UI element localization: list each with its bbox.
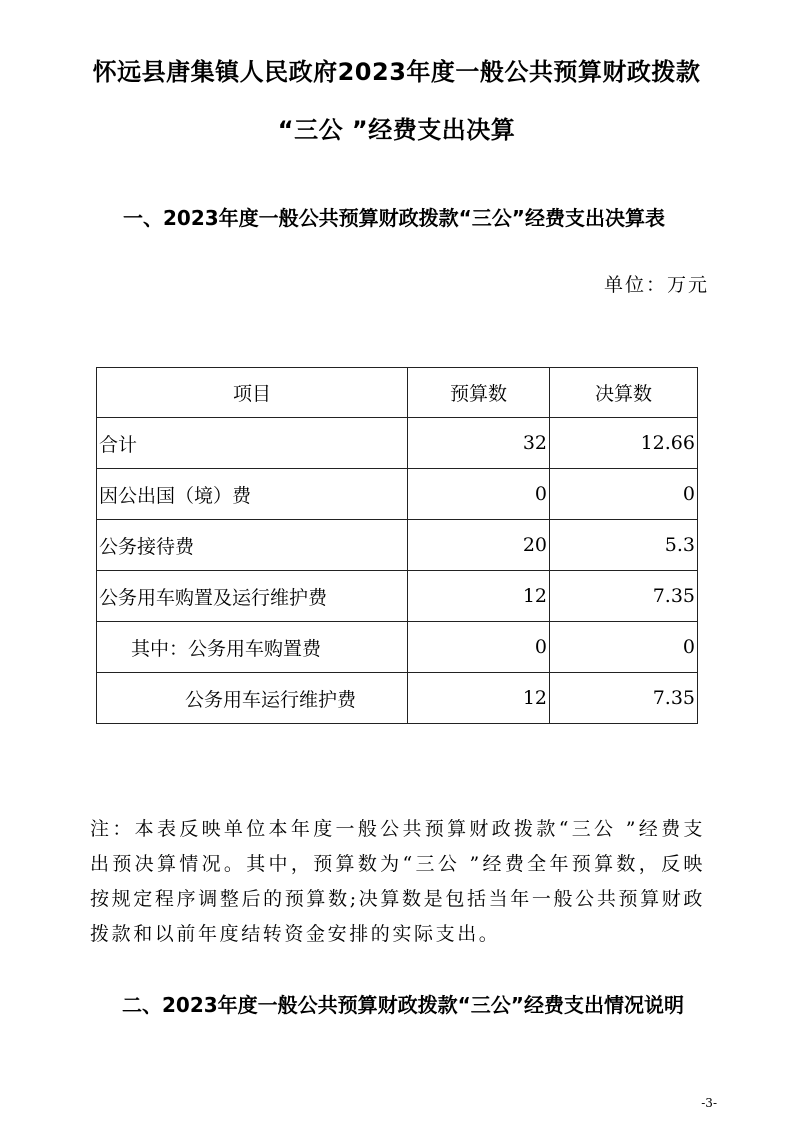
header-budget: 预算数 <box>408 368 550 418</box>
document-title-line-2: “三公 ”经费支出决算 <box>277 116 516 144</box>
document-title-line-1: 怀远县唐集镇人民政府2023年度一般公共预算财政拨款 <box>92 58 701 86</box>
header-item: 项目 <box>97 368 408 418</box>
row-final: 5.3 <box>550 520 698 571</box>
table-row <box>97 673 698 724</box>
table-header-row <box>97 368 698 418</box>
table-row <box>97 622 698 673</box>
three-public-expenses-table <box>96 367 698 724</box>
row-budget: 0 <box>408 622 550 673</box>
section-1-heading: 一、2023年度一般公共预算财政拨款“三公”经费支出决算表 <box>123 206 665 230</box>
table-row <box>97 571 698 622</box>
row-budget: 20 <box>408 520 550 571</box>
row-item: 公务用车运行维护费 <box>97 673 408 724</box>
row-final: 7.35 <box>550 571 698 622</box>
row-final: 7.35 <box>550 673 698 724</box>
row-item: 公务接待费 <box>97 520 408 571</box>
row-budget: 12 <box>408 673 550 724</box>
row-item: 公务用车购置及运行维护费 <box>97 571 408 622</box>
row-budget: 12 <box>408 571 550 622</box>
row-item: 因公出国（境）费 <box>97 469 408 520</box>
table-note: 注：本表反映单位本年度一般公共预算财政拨款“三公 ”经费支出预决算情况。其中，预算数为“三公 ”经费全年预算数，反映按规定程序调整后的预算数;决算数是包括当年一般公共预算财政拨款和以前年度结转资金安排的实际支出。 <box>90 818 705 945</box>
row-item: 合计 <box>97 418 408 469</box>
row-final: 12.66 <box>550 418 698 469</box>
header-final: 决算数 <box>550 368 698 418</box>
row-item: 其中：公务用车购置费 <box>97 622 408 673</box>
row-final: 0 <box>550 469 698 520</box>
table-row <box>97 520 698 571</box>
table-row <box>97 418 698 469</box>
section-2-heading: 二、2023年度一般公共预算财政拨款“三公”经费支出情况说明 <box>122 993 684 1017</box>
row-budget: 32 <box>408 418 550 469</box>
row-final: 0 <box>550 622 698 673</box>
row-budget: 0 <box>408 469 550 520</box>
table-row <box>97 469 698 520</box>
page-number: -3- <box>701 1096 717 1110</box>
unit-label: 单位：万元 <box>603 274 709 296</box>
